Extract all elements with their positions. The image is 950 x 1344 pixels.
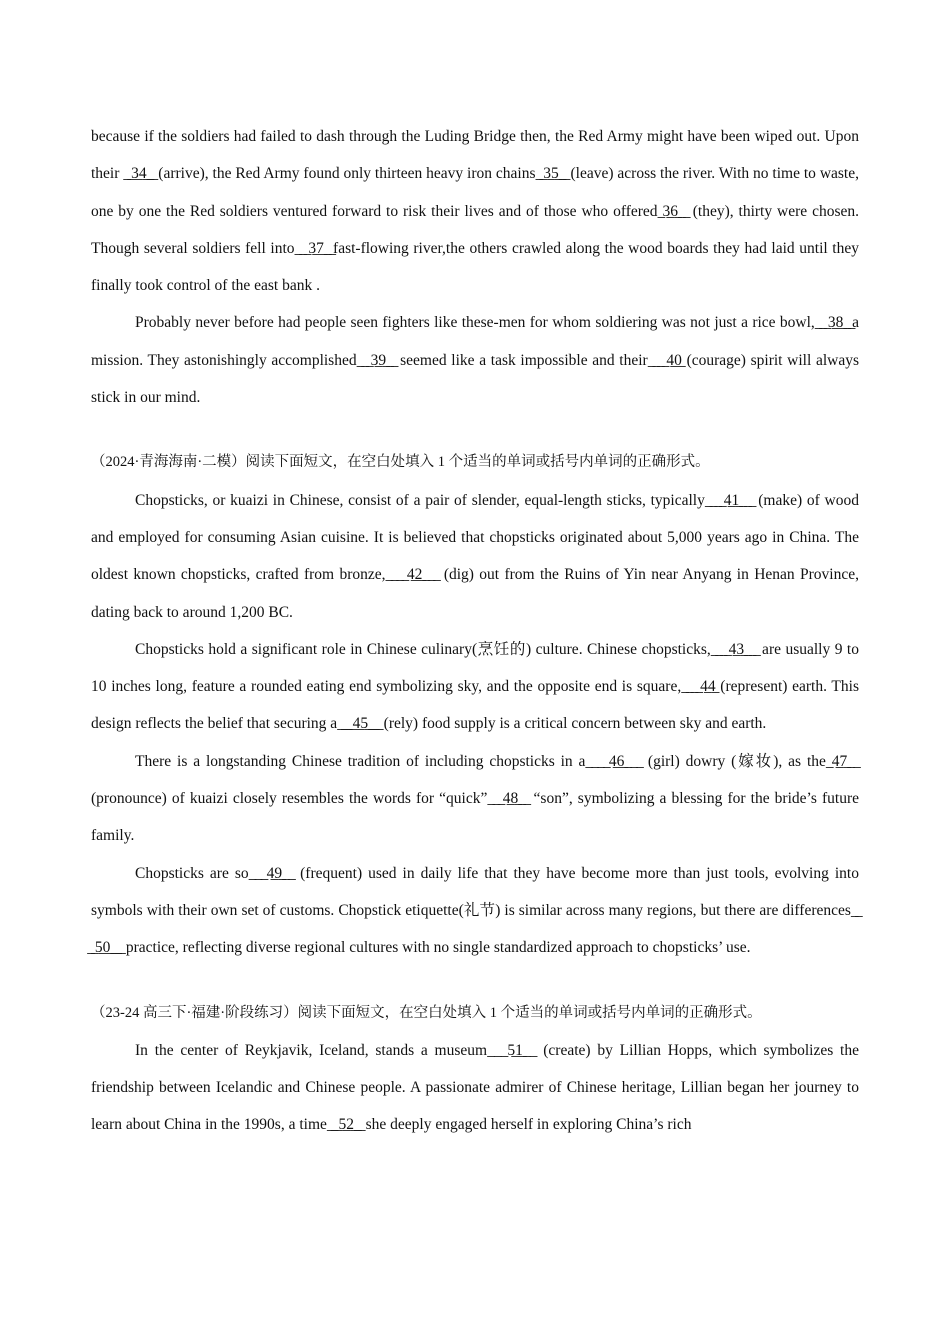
passage2-paragraph-1: Chopsticks, or kuaizi in Chinese, consist of a pair of slender, equal-length sticks, typically ̲ ̲ ̲ ̲4̲1̲ ̲ ̲ ̲ (make) of wood and employed for consuming Asian cuisine. It is believed that chopsticks originated about 5,000 years ago in China. The oldest known chopsticks, crafted from bronze, ̲ ̲ ̲ ̲4̲2̲ ̲ ̲ ̲ (dig) out from the Ruins of Yin near Anyang in Henan Province, dating back to around 1,200 BC. — [91, 491, 859, 621]
passage3-source-line: （23-24 高三下·福建·阶段练习）阅读下面短文，在空白处填入 1 个适当的单词或括号内单词的正确形式。 — [91, 1004, 762, 1021]
passage2-paragraph-4: Chopsticks are so ̲ ̲ ̲4̲9̲ ̲ ̲ (frequent) used in daily life that they have become more than just tools, evolving into symbols with their own set of customs. Chopstick etiquette(礼节) is similar across many regions, but there are differences ̲ ̲ ̲ ̲5̲0̲ ̲ ̲ ̲ practice, reflecting diverse regional cultures with no single standardized approach to chopsticks’ use. — [91, 864, 859, 957]
passage3-paragraph-1: In the center of Reykjavik, Iceland, stands a museum ̲ ̲ ̲5̲1̲ ̲ ̲ (create) by Lillian Hopps, which symbolizes the friendship between Icelandic and Chinese people. A passionate admirer of Chinese heritage, Lillian began her journey to learn about China in the 1990s, a time ̲ ̲ ̲5̲2̲ ̲ ̲ she deeply engaged herself in exploring China’s rich — [91, 1041, 859, 1134]
passage2-paragraph-3: There is a longstanding Chinese tradition of including chopsticks in a ̲ ̲ ̲ ̲4̲6̲ ̲ ̲ ̲ (girl) dowry (嫁妆), as the ̲4̲7̲ ̲ ̲ (pronounce) of kuaizi closely resembles the words for “quick” ̲ ̲ ̲4̲8̲ ̲ ̲ “son”, symbolizing a blessing for the bride’s future family. — [91, 752, 859, 845]
passage1-paragraph-1: because if the soldiers had failed to dash through the Luding Bridge then, the Red Army might have been wiped out. Upon their ̲ ̲3̲4̲ ̲ ̲ (arrive), the Red Army found only thirteen heavy iron chains ̲ ̲3̲5̲ ̲ ̲ (leave) across the river. With no time to waste, one by one the Red soldiers ventured forward to risk their lives and of those who offered ̲3̲6̲ ̲ ̲ (they), thirty were chosen. Though several soldiers fell into ̲ ̲ ̲3̲7̲ ̲ ̲fast-flowing river,the others crawled along the wood boards they had laid until they finally took control of the east bank . — [91, 128, 859, 295]
document-page — [91, 118, 859, 1144]
passage1-paragraph-2: Probably never before had people seen fighters like these-men for whom soldiering was not just a rice bowl, ̲ ̲ ̲3̲8̲ ̲ ̲a mission. They astonishingly accomplished ̲ ̲ ̲3̲9̲ ̲ ̲ seemed like a task impossible and their ̲ ̲ ̲ ̲4̲0̲ (courage) spirit will always stick in our mind. — [91, 314, 859, 407]
passage2-paragraph-2: Chopsticks hold a significant role in Chinese culinary(烹饪的) culture. Chinese chopsticks, ̲ ̲ ̲ ̲4̲3̲ ̲ ̲ ̲ are usually 9 to 10 inches long, feature a rounded eating end symbolizing sky, and the opposite end is square, ̲ ̲ ̲ ̲4̲4̲ (represent) earth. This design reflects the belief that securing a ̲ ̲ ̲ ̲4̲5̲ ̲ ̲ ̲ (rely) food supply is a critical concern between sky and earth. — [91, 640, 859, 733]
passage2-source-line: （2024·青海海南·二模）阅读下面短文，在空白处填入 1 个适当的单词或括号内单词的正确形式。 — [91, 454, 710, 471]
